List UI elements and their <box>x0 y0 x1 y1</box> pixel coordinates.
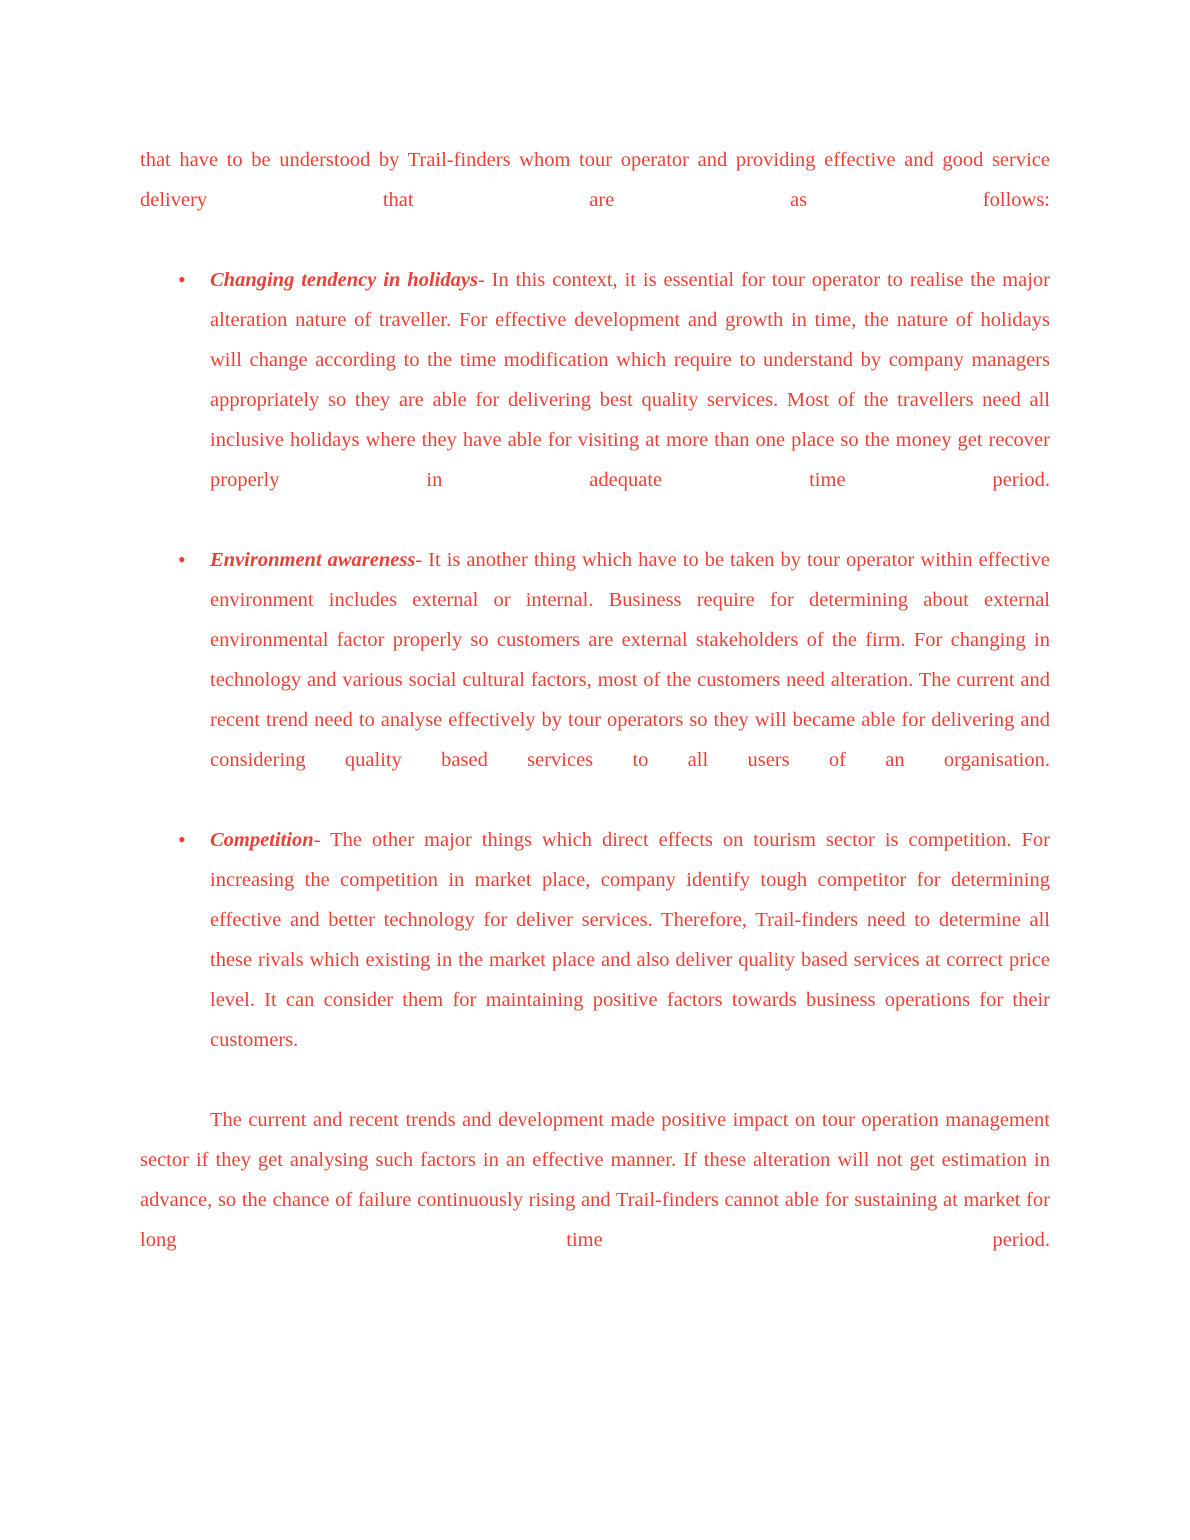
list-item-title: Changing tendency in holidays <box>210 269 478 291</box>
list-item <box>178 260 1050 540</box>
list-item-text: - The other major things which direct effects on tourism sector is competition. For increasing the competition in market place, company identify tough competitor for determining effective and better technology for deliver services. Therefore, Trail-finders need to determine all these rivals which existing in the market place and also deliver quality based services at correct price level. It can consider them for maintaining positive factors towards business operations for their customers. <box>210 829 1050 1051</box>
document-body <box>140 140 1050 1300</box>
list-item-text: - It is another thing which have to be taken by tour operator within effective environment includes external or internal. Business require for determining about external environmental factor properly so customers are external stakeholders of the firm. For changing in technology and various social cultural factors, most of the customers need alteration. The current and recent trend need to analyse effectively by tour operators so they will became able for delivering and considering quality based services to all users of an organisation. <box>210 549 1050 771</box>
intro-paragraph: that have to be understood by Trail-finders whom tour operator and providing effective and good service delivery that are as follows: <box>140 149 1050 211</box>
list-item <box>178 540 1050 820</box>
closing-paragraph: The current and recent trends and development made positive impact on tour operation management sector if they get analysing such factors in an effective manner. If these alteration will not get estimation in advance, so the chance of failure continuously rising and Trail-finders cannot able for sustaining at market for long time period. <box>140 1109 1050 1251</box>
list-item-title: Competition <box>210 829 314 851</box>
list-item-title: Environment awareness <box>210 549 416 571</box>
bullet-point-icon: • <box>178 547 186 572</box>
bullet-point-icon: • <box>178 827 186 852</box>
list-item-text: - In this context, it is essential for tour operator to realise the major alteration nature of traveller. For effective development and growth in time, the nature of holidays will change according to the time modification which require to understand by company managers appropriately so they are able for delivering best quality services. Most of the travellers need all inclusive holidays where they have able for visiting at more than one place so the money get recover properly in adequate time period. <box>210 269 1050 491</box>
bullet-list <box>140 260 1050 1100</box>
bullet-point-icon: • <box>178 267 186 292</box>
list-item <box>178 820 1050 1100</box>
